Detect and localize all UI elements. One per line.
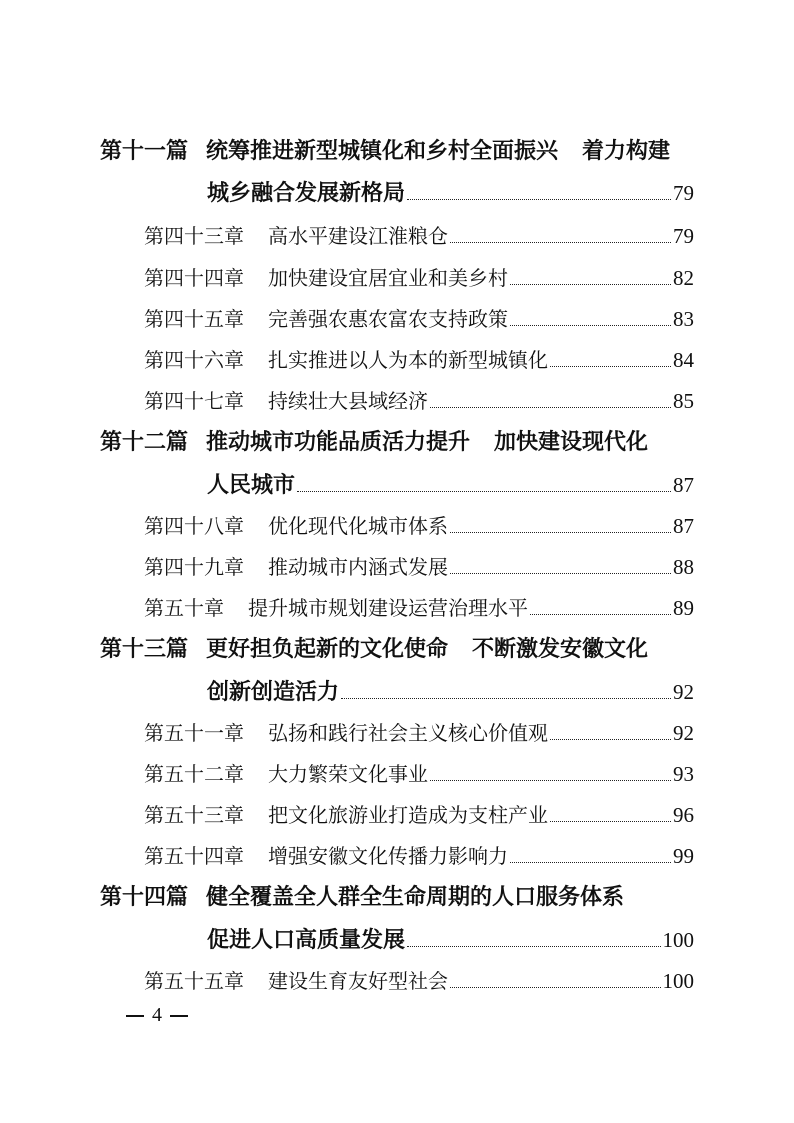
chapter-number: 第五十三章 <box>144 803 244 827</box>
dot-leader <box>341 698 671 699</box>
part-title-continuation <box>207 176 694 207</box>
part-title-cont: 人民城市 <box>207 472 296 498</box>
chapter-number: 第四十三章 <box>144 224 244 248</box>
part-title-line <box>100 134 670 165</box>
dot-leader <box>510 284 671 285</box>
chapter-entry[interactable] <box>144 220 694 249</box>
page-number: 92 <box>673 680 694 704</box>
part-number: 第十二篇 <box>100 429 189 455</box>
chapter-number: 第四十八章 <box>144 514 244 538</box>
part-title-continuation <box>207 923 694 954</box>
part-heading <box>206 632 648 663</box>
chapter-number: 第四十六章 <box>144 348 244 372</box>
page-number: 92 <box>673 721 694 745</box>
part-heading <box>206 880 624 911</box>
part-title-continuation <box>207 675 694 706</box>
part-title-a: 统筹推进新型城镇化和乡村全面振兴 <box>206 138 559 164</box>
dot-leader <box>510 862 671 863</box>
chapter-number: 第五十章 <box>144 596 224 620</box>
page-number: 83 <box>673 307 694 331</box>
part-title-b: 不断激发安徽文化 <box>472 636 649 662</box>
chapter-number: 第五十四章 <box>144 844 244 868</box>
chapter-number: 第四十四章 <box>144 266 244 290</box>
chapter-title: 弘扬和践行社会主义核心价值观 <box>268 721 548 745</box>
part-number: 第十三篇 <box>100 636 189 662</box>
chapter-number: 第五十一章 <box>144 721 244 745</box>
footer-page-number: 4 <box>152 1004 162 1026</box>
chapter-entry[interactable] <box>144 592 694 621</box>
chapter-number: 第四十九章 <box>144 555 244 579</box>
page-number: 96 <box>673 803 694 827</box>
chapter-title: 完善强农惠农富农支持政策 <box>268 307 508 331</box>
part-title-cont: 创新创造活力 <box>207 679 340 705</box>
page-number: 85 <box>673 389 694 413</box>
page-number: 87 <box>673 514 694 538</box>
dot-leader <box>550 739 671 740</box>
chapter-title: 建设生育友好型社会 <box>268 969 448 993</box>
chapter-title: 大力繁荣文化事业 <box>268 762 428 786</box>
page-number: 87 <box>673 473 694 497</box>
chapter-entry[interactable] <box>144 262 694 291</box>
dot-leader <box>450 242 671 243</box>
part-title-continuation <box>207 468 694 499</box>
dot-leader <box>430 780 671 781</box>
page-number: 82 <box>673 266 694 290</box>
chapter-title: 增强安徽文化传播力影响力 <box>268 844 508 868</box>
part-title-cont: 城乡融合发展新格局 <box>207 180 406 206</box>
footer-dash-right <box>170 1015 188 1017</box>
dot-leader <box>510 325 671 326</box>
part-title-line <box>100 425 648 456</box>
part-title-b: 着力构建 <box>582 138 671 164</box>
dot-leader <box>430 407 671 408</box>
part-heading <box>206 134 670 165</box>
dot-leader <box>450 532 671 533</box>
chapter-title: 加快建设宜居宜业和美乡村 <box>268 266 508 290</box>
page-number: 93 <box>673 762 694 786</box>
chapter-number: 第四十七章 <box>144 389 244 413</box>
chapter-entry[interactable] <box>144 510 694 539</box>
part-heading <box>206 425 648 456</box>
chapter-title: 把文化旅游业打造成为支柱产业 <box>268 803 548 827</box>
page-number: 100 <box>662 928 694 952</box>
chapter-entry[interactable] <box>144 344 694 373</box>
chapter-number: 第五十五章 <box>144 969 244 993</box>
footer-dash-left <box>126 1015 144 1017</box>
part-title-line <box>100 880 624 911</box>
dot-leader <box>407 199 671 200</box>
page-footer <box>118 1004 196 1027</box>
dot-leader <box>530 614 671 615</box>
part-title-line <box>100 632 648 663</box>
chapter-title: 扎实推进以人为本的新型城镇化 <box>268 348 548 372</box>
part-title-cont: 促进人口高质量发展 <box>207 927 406 953</box>
part-title-a: 推动城市功能品质活力提升 <box>206 429 471 455</box>
chapter-title: 推动城市内涵式发展 <box>268 555 448 579</box>
chapter-entry[interactable] <box>144 303 694 332</box>
chapter-number: 第四十五章 <box>144 307 244 331</box>
chapter-title: 高水平建设江淮粮仓 <box>268 224 448 248</box>
page-number: 99 <box>673 844 694 868</box>
page-number: 84 <box>673 348 694 372</box>
part-title-b: 加快建设现代化 <box>494 429 649 455</box>
page-number: 79 <box>673 181 694 205</box>
page-number: 89 <box>673 596 694 620</box>
dot-leader <box>297 491 671 492</box>
part-number: 第十四篇 <box>100 884 189 910</box>
part-number: 第十一篇 <box>100 138 189 164</box>
chapter-entry[interactable] <box>144 385 694 414</box>
chapter-title: 优化现代化城市体系 <box>268 514 448 538</box>
part-title-a: 健全覆盖全人群全生命周期的人口服务体系 <box>206 884 625 910</box>
dot-leader <box>407 946 660 947</box>
page-number: 79 <box>673 224 694 248</box>
chapter-number: 第五十二章 <box>144 762 244 786</box>
dot-leader <box>450 573 671 574</box>
part-title-a: 更好担负起新的文化使命 <box>206 636 449 662</box>
chapter-title: 持续壮大县域经济 <box>268 389 428 413</box>
page-number: 100 <box>662 969 694 993</box>
chapter-entry[interactable] <box>144 799 694 828</box>
chapter-entry[interactable] <box>144 965 694 994</box>
chapter-title: 提升城市规划建设运营治理水平 <box>248 596 528 620</box>
chapter-entry[interactable] <box>144 840 694 869</box>
dot-leader <box>450 987 661 988</box>
chapter-entry[interactable] <box>144 551 694 580</box>
chapter-entry[interactable] <box>144 758 694 787</box>
chapter-entry[interactable] <box>144 717 694 746</box>
page-number: 88 <box>673 555 694 579</box>
dot-leader <box>550 366 671 367</box>
dot-leader <box>550 821 671 822</box>
